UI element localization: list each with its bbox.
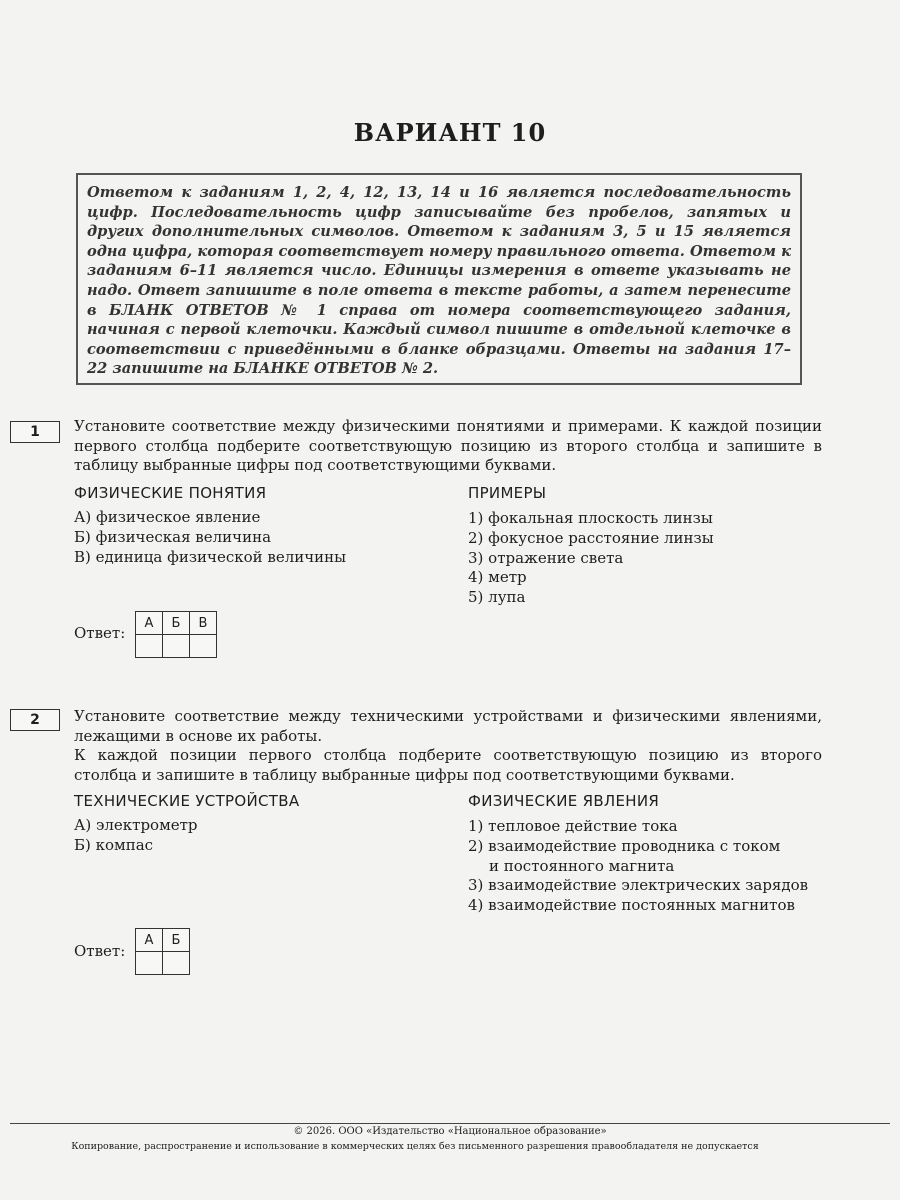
task-2-text-line2: К каждой позиции первого столбца подберите соответствующую позицию из второго столбца и запишите в таблицу выбранные цифры под соответствующими буквами.: [74, 746, 822, 784]
answer-letter-a: А: [136, 612, 163, 635]
list-item: А) электрометр: [74, 816, 198, 834]
list-item: 3) взаимодействие электрических зарядов: [468, 876, 809, 895]
answer-letter-b: Б: [163, 612, 190, 635]
answer-cell-b[interactable]: [163, 952, 190, 975]
footer-copyright: © 2026. ООО «Издательство «Национальное образование»: [293, 1126, 607, 1137]
answer-cell-a[interactable]: [136, 635, 163, 658]
list-item: 1) фокальная плоскость линзы: [468, 509, 713, 527]
task-1-left-header: ФИЗИЧЕСКИЕ ПОНЯТИЯ: [74, 484, 267, 502]
list-item: и постоянного магнита: [489, 856, 675, 875]
answer-letter-v: В: [190, 612, 217, 635]
answer-letter-b: Б: [163, 929, 190, 952]
task-2-text-line1: Установите соответствие между техническими устройствами и физическими явлениями, лежащими в основе их работы.: [74, 707, 822, 745]
task-2-answer-table: [135, 928, 190, 975]
task-1-answer-table: [135, 611, 217, 658]
task-1-text: Установите соответствие между физическими понятиями и примерами. К каждой позиции первого столбца подберите соответствующую позицию из второго столбца и запишите в таблицу выбранные цифры под соответствующими буквами.: [74, 417, 822, 474]
task-number-2: 2: [10, 709, 60, 731]
variant-title: ВАРИАНТ 10: [353, 118, 547, 147]
footer-divider: [10, 1123, 890, 1124]
task-2-right-header: ФИЗИЧЕСКИЕ ЯВЛЕНИЯ: [468, 792, 660, 810]
list-item: 2) фокусное расстояние линзы: [468, 528, 714, 547]
answer-cell-b[interactable]: [163, 635, 190, 658]
task-2-text: [74, 707, 822, 785]
task-number-1: 1: [10, 421, 60, 443]
list-item: 1) тепловое действие тока: [468, 817, 678, 835]
task-2-left-header: ТЕХНИЧЕСКИЕ УСТРОЙСТВА: [74, 792, 300, 810]
instructions-box: Ответом к заданиям 1, 2, 4, 12, 13, 14 и 16 является последовательность цифр. Последовательность цифр записывайте без пробелов, запятых и других дополнительных символов. Ответом к заданиям 3, 5 и 15 является одна цифра, которая соответствует номеру правильного ответа. Ответом к заданиям 6–11 является число. Единицы измерения в ответе указывать не надо. Ответ запишите в поле ответа в тексте работы, а затем перенесите в БЛАНК ОТВЕТОВ № 1 справа от номера соответствующего задания, начиная с первой клеточки. Каждый символ пишите в отдельной клеточке в соответствии с приведёнными в бланке образцами. Ответы на задания 17–22 запишите на БЛАНКЕ ОТВЕТОВ № 2.: [76, 173, 802, 385]
list-item: 4) взаимодействие постоянных магнитов: [468, 896, 795, 915]
task-1-left-list: [74, 508, 346, 567]
task-2-left-list: [74, 816, 198, 856]
list-item: 3) отражение света: [468, 548, 624, 567]
list-item: В) единица физической величины: [74, 547, 347, 566]
list-item: Б) компас: [74, 835, 154, 854]
task-2-right-list: [468, 817, 808, 916]
answer-letter-a: А: [136, 929, 163, 952]
task-1-answer-label: Ответ:: [74, 624, 126, 642]
list-item: 2) взаимодействие проводника с током: [468, 836, 781, 855]
list-item: А) физическое явление: [74, 508, 261, 526]
task-2-answer-label: Ответ:: [74, 942, 126, 960]
task-1-right-list: [468, 509, 714, 608]
list-item: 5) лупа: [468, 588, 526, 607]
list-item: 4) метр: [468, 568, 527, 587]
list-item: Б) физическая величина: [74, 527, 272, 546]
answer-cell-v[interactable]: [190, 635, 217, 658]
footer-notice: Копирование, распространение и использование в коммерческих целях без письменного разрешения правообладателя не допускается: [71, 1141, 759, 1152]
task-1-right-header: ПРИМЕРЫ: [468, 484, 547, 502]
answer-cell-a[interactable]: [136, 952, 163, 975]
